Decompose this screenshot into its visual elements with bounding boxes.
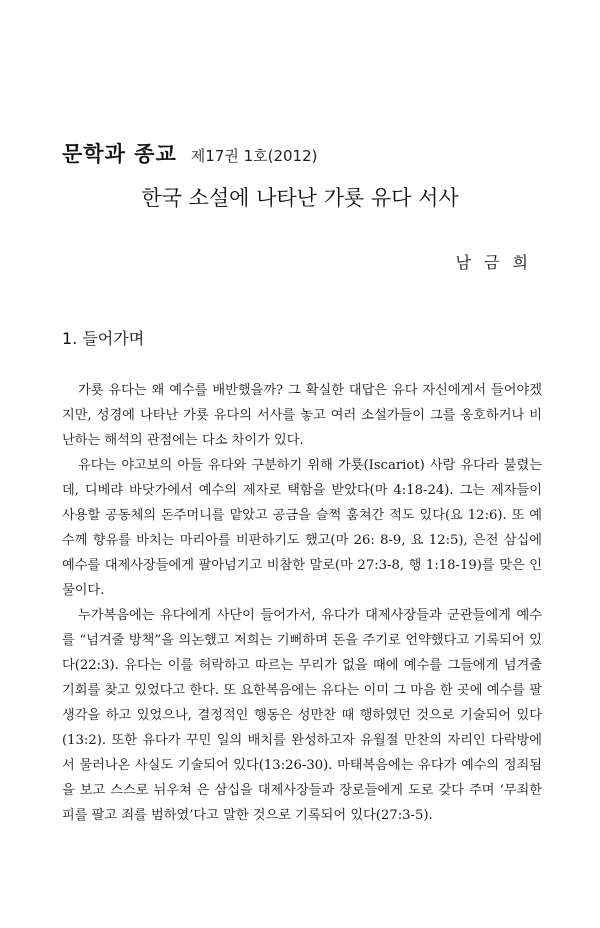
journal-header xyxy=(62,138,318,168)
author-name: 남 금 희 xyxy=(455,253,532,272)
article-title: 한국 소설에 나타난 가룟 유다 서사 xyxy=(141,186,459,210)
journal-issue: 제17권 1호(2012) xyxy=(190,147,318,165)
section-heading: 1. 들어가며 xyxy=(62,329,145,348)
journal-name: 문학과 종교 xyxy=(62,142,177,166)
paragraph-2: 유다는 야고보의 아들 유다와 구분하기 위해 가룟(Iscariot) 사람 유다라 불렸는데, 디베랴 바닷가에서 예수의 제자로 택함을 받았다(마 4:18-24). 그는 제자들이 사용할 공동체의 돈주머니를 맡았고 공금을 슬쩍 훔쳐간 적도 있다(요 12:6). 또 예수께 향유를 바치는 마리아를 비판하기도 했고(마 26: 8-9, 요 12:5), 은전 삼십에 예수를 대제사장들에게 팔아넘기고 비참한 말로(마 27:3-8, 행 1:18-19)를 맞은 인물이다. xyxy=(62,458,542,598)
paragraph-1: 가룟 유다는 왜 예수를 배반했을까? 그 확실한 대답은 유다 자신에게서 들어야겠지만, 성경에 나타난 가룟 유다의 서사를 놓고 여러 소설가들이 그를 옹호하거나 비난하는 해석의 관점에는 다소 차이가 있다. xyxy=(62,383,542,448)
body-text xyxy=(62,378,542,828)
paragraph-3: 누가복음에는 유다에게 사단이 들어가서, 유다가 대제사장들과 군관들에게 예수를 “넘겨줄 방책”을 의논했고 저희는 기뻐하며 돈을 주기로 언약했다고 기록되어 있다(22:3). 유다는 이를 허락하고 따르는 무리가 없을 때에 예수를 그들에게 넘겨줄 기회를 찾고 있었다고 한다. 또 요한복음에는 유다는 이미 그 마음 한 곳에 예수를 팔 생각을 하고 있었으나, 결정적인 행동은 성만찬 때 행하였던 것으로 기술되어 있다(13:2). 또한 유다가 꾸민 일의 배치를 완성하고자 유월절 만찬의 자리인 다락방에서 물러나온 사실도 기술되어 있다(13:26-30). 마태복음에는 유다가 예수의 정죄됨을 보고 스스로 뉘우쳐 은 삼십을 대제사장들과 장로들에게 도로 갖다 주며 ‘무죄한 피를 팔고 죄를 범하였’다고 말한 것으로 기록되어 있다(27:3-5). xyxy=(62,608,542,823)
